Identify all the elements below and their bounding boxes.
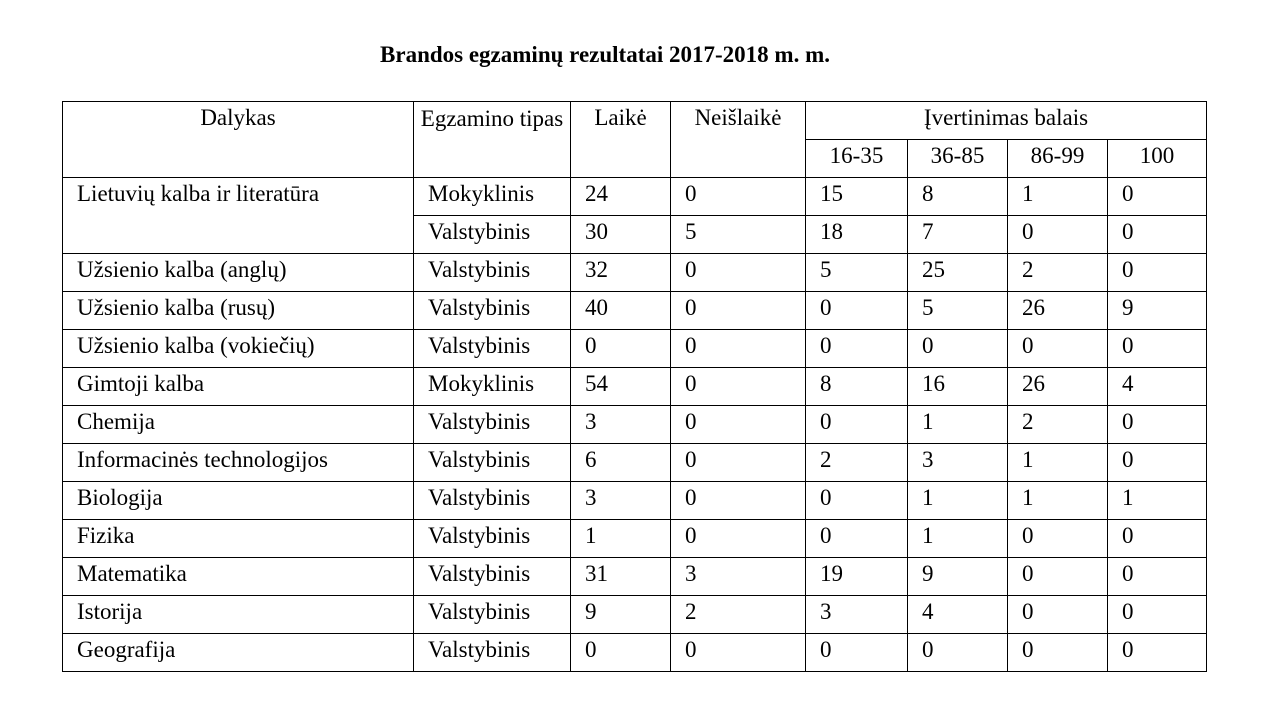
table-row [63,254,1207,292]
cell-grade-16-35: 0 [806,520,908,558]
cell-took: 6 [571,444,671,482]
table-row [63,178,1207,216]
cell-grade-16-35: 15 [806,178,908,216]
table-row [63,482,1207,520]
cell-grade-86-99: 0 [1008,634,1108,672]
cell-exam-type: Valstybinis [414,444,571,482]
cell-took: 24 [571,178,671,216]
cell-grade-16-35: 0 [806,634,908,672]
cell-grade-36-85: 7 [908,216,1008,254]
header-subject: Dalykas [63,102,414,178]
cell-subject: Lietuvių kalba ir literatūra [63,178,414,254]
cell-grade-16-35: 5 [806,254,908,292]
cell-grade-16-35: 19 [806,558,908,596]
cell-grade-100: 0 [1108,558,1207,596]
cell-grade-16-35: 0 [806,330,908,368]
cell-failed: 0 [671,520,806,558]
header-grade-range: 36-85 [908,140,1008,178]
cell-grade-16-35: 0 [806,292,908,330]
cell-subject: Gimtoji kalba [63,368,414,406]
header-grade-range: 100 [1108,140,1207,178]
cell-exam-type: Mokyklinis [414,368,571,406]
cell-took: 0 [571,330,671,368]
table-row [63,406,1207,444]
cell-failed: 0 [671,406,806,444]
cell-grade-36-85: 1 [908,482,1008,520]
cell-failed: 2 [671,596,806,634]
cell-failed: 3 [671,558,806,596]
header-exam-type: Egzamino tipas [414,102,571,178]
cell-grade-100: 0 [1108,330,1207,368]
cell-subject: Informacinės technologijos [63,444,414,482]
cell-failed: 0 [671,368,806,406]
cell-grade-16-35: 3 [806,596,908,634]
cell-grade-36-85: 8 [908,178,1008,216]
cell-grade-16-35: 0 [806,406,908,444]
cell-grade-100: 0 [1108,634,1207,672]
cell-failed: 0 [671,254,806,292]
cell-grade-16-35: 8 [806,368,908,406]
cell-took: 54 [571,368,671,406]
header-grade-range: 86-99 [1008,140,1108,178]
table-row [63,444,1207,482]
cell-grade-86-99: 1 [1008,444,1108,482]
cell-exam-type: Valstybinis [414,634,571,672]
cell-failed: 5 [671,216,806,254]
cell-grade-36-85: 3 [908,444,1008,482]
cell-took: 9 [571,596,671,634]
table-row [63,330,1207,368]
cell-grade-36-85: 1 [908,520,1008,558]
cell-exam-type: Valstybinis [414,254,571,292]
cell-failed: 0 [671,482,806,520]
table-row [63,558,1207,596]
cell-grade-36-85: 25 [908,254,1008,292]
cell-took: 31 [571,558,671,596]
cell-subject: Chemija [63,406,414,444]
cell-subject: Istorija [63,596,414,634]
cell-grade-36-85: 5 [908,292,1008,330]
cell-took: 3 [571,482,671,520]
cell-grade-36-85: 1 [908,406,1008,444]
table-row [63,368,1207,406]
cell-subject: Užsienio kalba (vokiečių) [63,330,414,368]
cell-failed: 0 [671,178,806,216]
cell-took: 40 [571,292,671,330]
cell-grade-86-99: 26 [1008,292,1108,330]
cell-exam-type: Valstybinis [414,558,571,596]
cell-grade-100: 1 [1108,482,1207,520]
cell-grade-100: 0 [1108,254,1207,292]
cell-exam-type: Mokyklinis [414,178,571,216]
cell-exam-type: Valstybinis [414,482,571,520]
cell-grade-86-99: 0 [1008,596,1108,634]
cell-took: 0 [571,634,671,672]
cell-grade-100: 0 [1108,216,1207,254]
cell-exam-type: Valstybinis [414,292,571,330]
page-title: Brandos egzaminų rezultatai 2017-2018 m. m. [380,42,830,67]
cell-grade-86-99: 2 [1008,254,1108,292]
cell-grade-86-99: 0 [1008,330,1108,368]
cell-subject: Fizika [63,520,414,558]
header-grade-range: 16-35 [806,140,908,178]
cell-exam-type: Valstybinis [414,520,571,558]
cell-took: 1 [571,520,671,558]
table-row [63,596,1207,634]
cell-subject: Užsienio kalba (rusų) [63,292,414,330]
cell-failed: 0 [671,292,806,330]
cell-grade-36-85: 9 [908,558,1008,596]
header-failed: Neišlaikė [671,102,806,178]
cell-exam-type: Valstybinis [414,330,571,368]
cell-grade-36-85: 0 [908,330,1008,368]
cell-grade-100: 0 [1108,444,1207,482]
cell-grade-36-85: 4 [908,596,1008,634]
cell-grade-36-85: 0 [908,634,1008,672]
cell-grade-86-99: 1 [1008,178,1108,216]
header-grades-group: Įvertinimas balais [806,102,1207,140]
table-row [63,520,1207,558]
results-table [62,101,1207,672]
cell-grade-86-99: 0 [1008,216,1108,254]
cell-grade-86-99: 0 [1008,520,1108,558]
cell-grade-100: 4 [1108,368,1207,406]
cell-took: 3 [571,406,671,444]
cell-grade-16-35: 2 [806,444,908,482]
cell-subject: Užsienio kalba (anglų) [63,254,414,292]
cell-grade-86-99: 2 [1008,406,1108,444]
cell-exam-type: Valstybinis [414,596,571,634]
cell-took: 30 [571,216,671,254]
table-row [63,292,1207,330]
cell-failed: 0 [671,634,806,672]
cell-grade-36-85: 16 [908,368,1008,406]
cell-took: 32 [571,254,671,292]
cell-subject: Matematika [63,558,414,596]
cell-grade-100: 0 [1108,406,1207,444]
table-row [63,634,1207,672]
cell-grade-16-35: 0 [806,482,908,520]
cell-grade-86-99: 26 [1008,368,1108,406]
cell-exam-type: Valstybinis [414,216,571,254]
cell-grade-100: 0 [1108,596,1207,634]
cell-subject: Geografija [63,634,414,672]
header-row [63,102,1207,140]
cell-grade-16-35: 18 [806,216,908,254]
cell-grade-100: 9 [1108,292,1207,330]
cell-grade-100: 0 [1108,178,1207,216]
cell-failed: 0 [671,330,806,368]
header-took: Laikė [571,102,671,178]
cell-subject: Biologija [63,482,414,520]
table-body [63,254,1207,672]
cell-exam-type: Valstybinis [414,406,571,444]
cell-grade-86-99: 0 [1008,558,1108,596]
cell-failed: 0 [671,444,806,482]
cell-grade-86-99: 1 [1008,482,1108,520]
cell-grade-100: 0 [1108,520,1207,558]
